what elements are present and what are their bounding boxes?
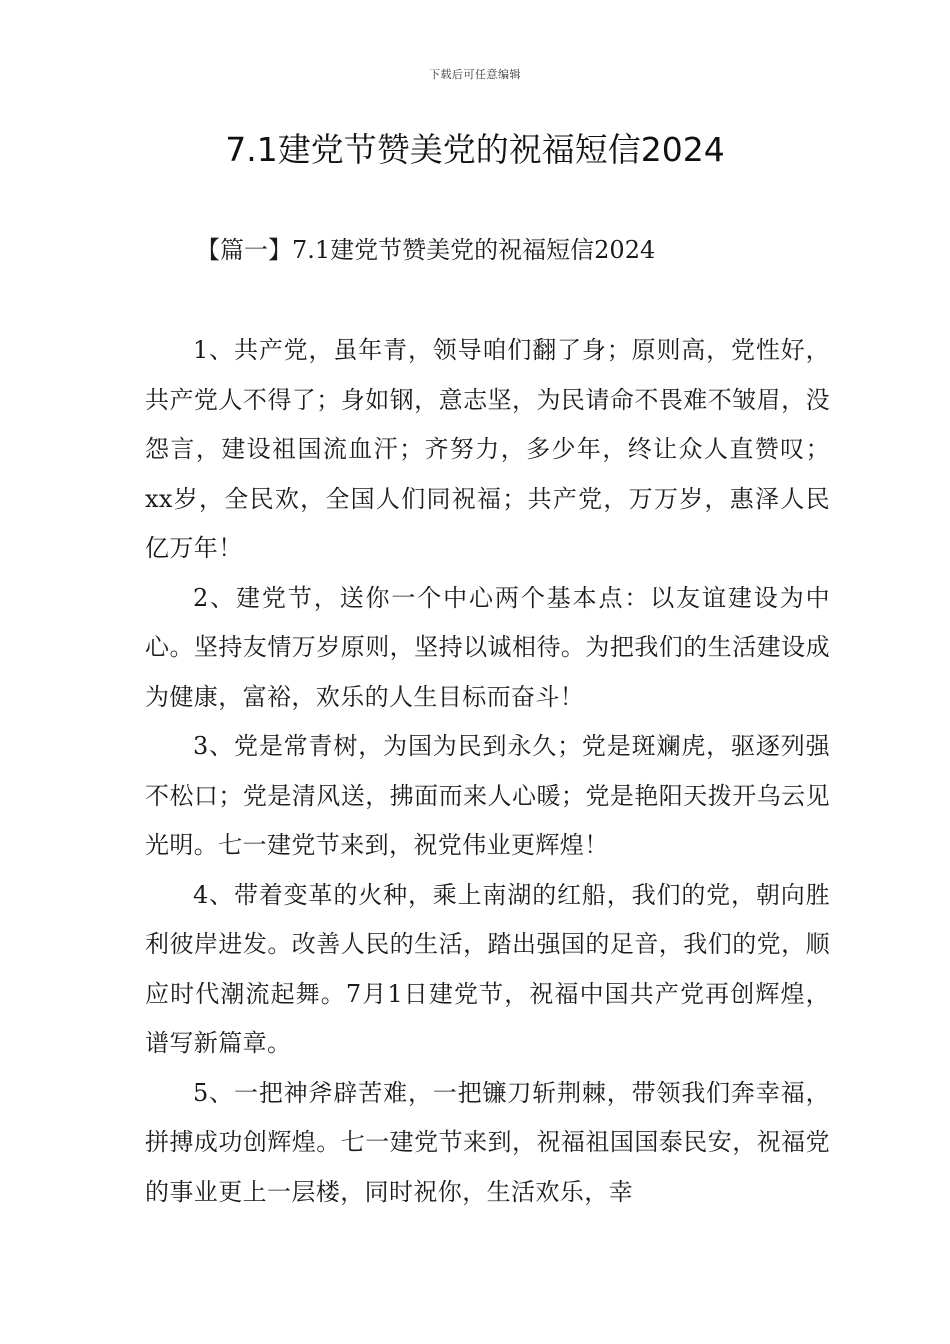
header-note: 下载后可任意编辑: [429, 68, 521, 81]
section-heading: 【篇一】7.1建党节赞美党的祝福短信2024: [196, 236, 656, 264]
paragraph-5: 5、一把神斧辟苦难，一把镰刀斩荆棘，带领我们奔幸福，拼搏成功创辉煌。七一建党节来到，祝福祖国国泰民安，祝福党的事业更上一层楼，同时祝你，生活欢乐，幸: [145, 1078, 830, 1206]
paragraph-1: 1、共产党，虽年青，领导咱们翻了身；原则高，党性好，共产党人不得了；身如钢，意志坚，为民请命不畏难不皱眉，没怨言，建设祖国流血汗；齐努力，多少年，终让众人直赞叹；xx岁，全民欢，全国人们同祝福；共产党，万万岁，惠泽人民亿万年！: [145, 336, 830, 562]
paragraph-3: 3、党是常青树，为国为民到永久；党是斑斓虎，驱逐列强不松口；党是清风送，拂面而来人心暖；党是艳阳天拨开乌云见光明。七一建党节来到，祝党伟业更辉煌！: [145, 732, 830, 859]
document-title: 7.1建党节赞美党的祝福短信2024: [225, 130, 725, 169]
paragraph-4: 4、带着变革的火种，乘上南湖的红船，我们的党，朝向胜利彼岸进发。改善人民的生活，踏出强国的足音，我们的党，顺应时代潮流起舞。7月1日建党节，祝福中国共产党再创辉煌，谱写新篇章。: [145, 880, 830, 1057]
body-text: [145, 326, 830, 1217]
paragraph-2: 2、建党节，送你一个中心两个基本点：以友谊建设为中心。坚持友情万岁原则，坚持以诚相待。为把我们的生活建设成为健康，富裕，欢乐的人生目标而奋斗！: [145, 583, 830, 711]
